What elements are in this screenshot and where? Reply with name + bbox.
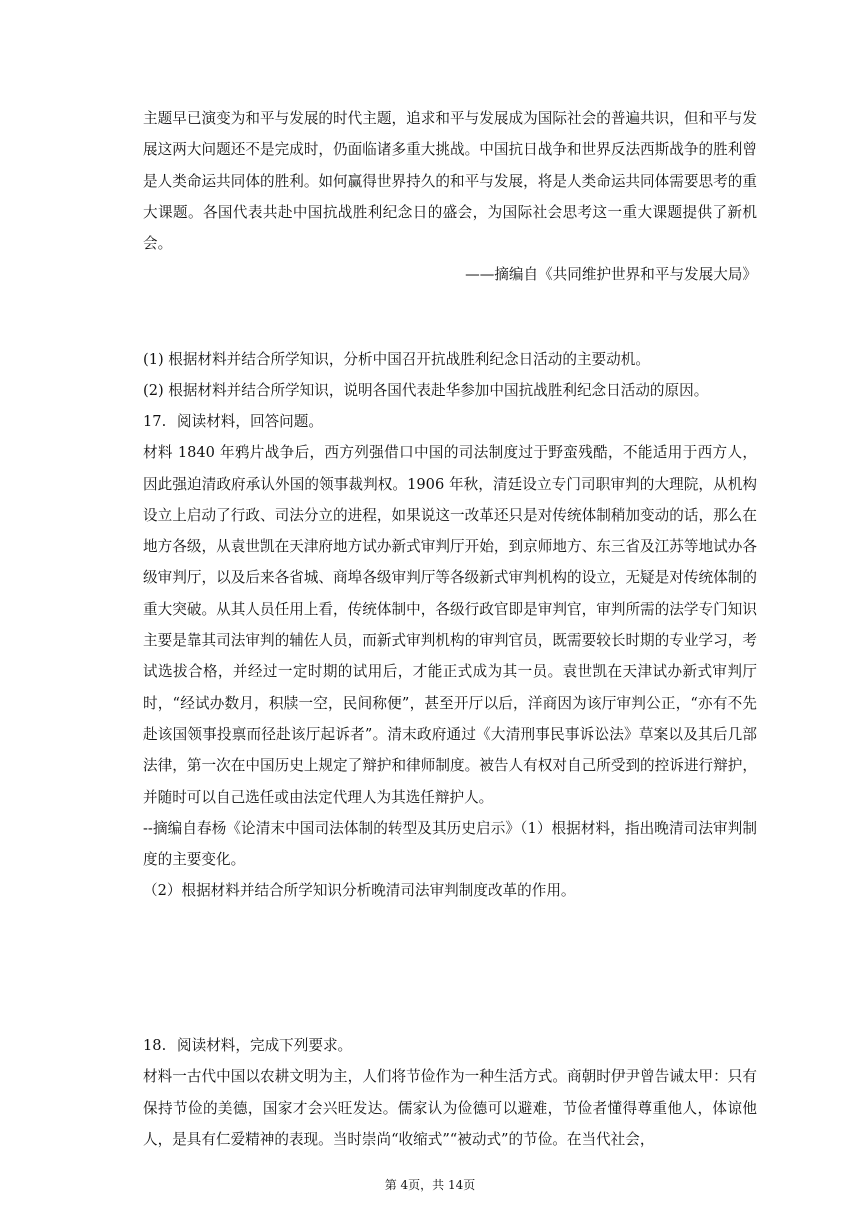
question-prompt: 阅读材料，回答问题。 xyxy=(177,413,323,430)
sub-question-1: (1) 根据材料并结合所学知识，分析中国召开抗战胜利纪念日活动的主要动机。 xyxy=(143,351,650,368)
question-18 xyxy=(143,1030,757,1155)
question-17-q2: （2）根据材料并结合所学知识分析晚清司法审判制度改革的作用。 xyxy=(143,882,576,900)
question-prompt: 阅读材料，完成下列要求。 xyxy=(177,1037,353,1054)
sub-question-2: (2) 根据材料并结合所学知识，说明各国代表赴华参加中国抗战胜利纪念日活动的原因。 xyxy=(143,382,709,400)
material-attribution: ——摘编自《共同维护世界和平与发展大局》 xyxy=(465,266,757,284)
material-paragraph: 主题早已演变为和平与发展的时代主题，追求和平与发展成为国际社会的普遍共识，但和平与发展这两大问题还不是完成时，仍面临诸多重大挑战。中国抗日战争和世界反法西斯战争的胜利曾是人类命运共同体的胜利。如何赢得世界持久的和平与发展，将是人类命运共同体需要思考的重大课题。各国代表共赴中国抗战胜利纪念日的盛会，为国际社会思考这一重大课题提供了新机会。 xyxy=(143,110,757,253)
question-17 xyxy=(143,406,757,907)
question-17-material: 材料 1840 年鸦片战争后，西方列强借口中国的司法制度过于野蛮残酷，不能适用于西方人，因此强迫清政府承认外国的领事裁判权。1906 年秋，清廷设立专门司职审判的大理院，从机构设立上启动了行政、司法分立的进程，如果说这一改革还只是对传统体制稍加变动的话，那么在地方各级，从袁世凯在天津府地方试办新式审判厅开始，到京师地方、东三省及江苏等地试办各级审判厅，以及后来各省城、商埠各级审判厅等各级新式审判机构的设立，无疑是对传统体制的重大突破。从其人员任用上看，传统体制中，各级行政官即是审判官，审判所需的法学专门知识主要是靠其司法审判的辅佐人员，而新式审判机构的审判官员，既需要较长时期的专业学习，考试选拔合格，并经过一定时期的试用后，才能正式成为其一员。袁世凯在天津试办新式审判厅时，“经试办数月，积牍一空，民间称便”，甚至开厅以后，洋商因为该厅审判公正，“亦有不先赴该国领事投禀而径赴该厅起诉者”。清末政府通过《大清刑事民事诉讼法》草案以及其后几部法律，第一次在中国历史上规定了辩护和律师制度。被告人有权对自己所受到的控诉进行辩护，并随时可以自己选任或由法定代理人为其选任辩护人。 xyxy=(143,444,757,806)
question-16-material xyxy=(143,103,757,291)
question-18-header xyxy=(143,1030,757,1061)
question-16-subquestions xyxy=(143,344,757,407)
question-number: 18. xyxy=(143,1037,167,1054)
question-number: 17. xyxy=(143,413,167,430)
page-footer: 第 4页，共 14页 xyxy=(384,1178,476,1192)
question-17-header xyxy=(143,406,757,437)
question-17-source-and-q1: --摘编自春杨《论清末中国司法体制的转型及其历史启示》（1）根据材料，指出晚清司法审判制度的主要变化。 xyxy=(143,819,757,869)
question-18-material: 材料一古代中国以农耕文明为主，人们将节俭作为一种生活方式。商朝时伊尹曾告诫太甲：只有保持节俭的美德，国家才会兴旺发达。儒家认为俭德可以避难，节俭者懂得尊重他人，体谅他人，是具有仁爱精神的表现。当时崇尚“收缩式”“被动式”的节俭。在当代社会， xyxy=(143,1068,757,1148)
